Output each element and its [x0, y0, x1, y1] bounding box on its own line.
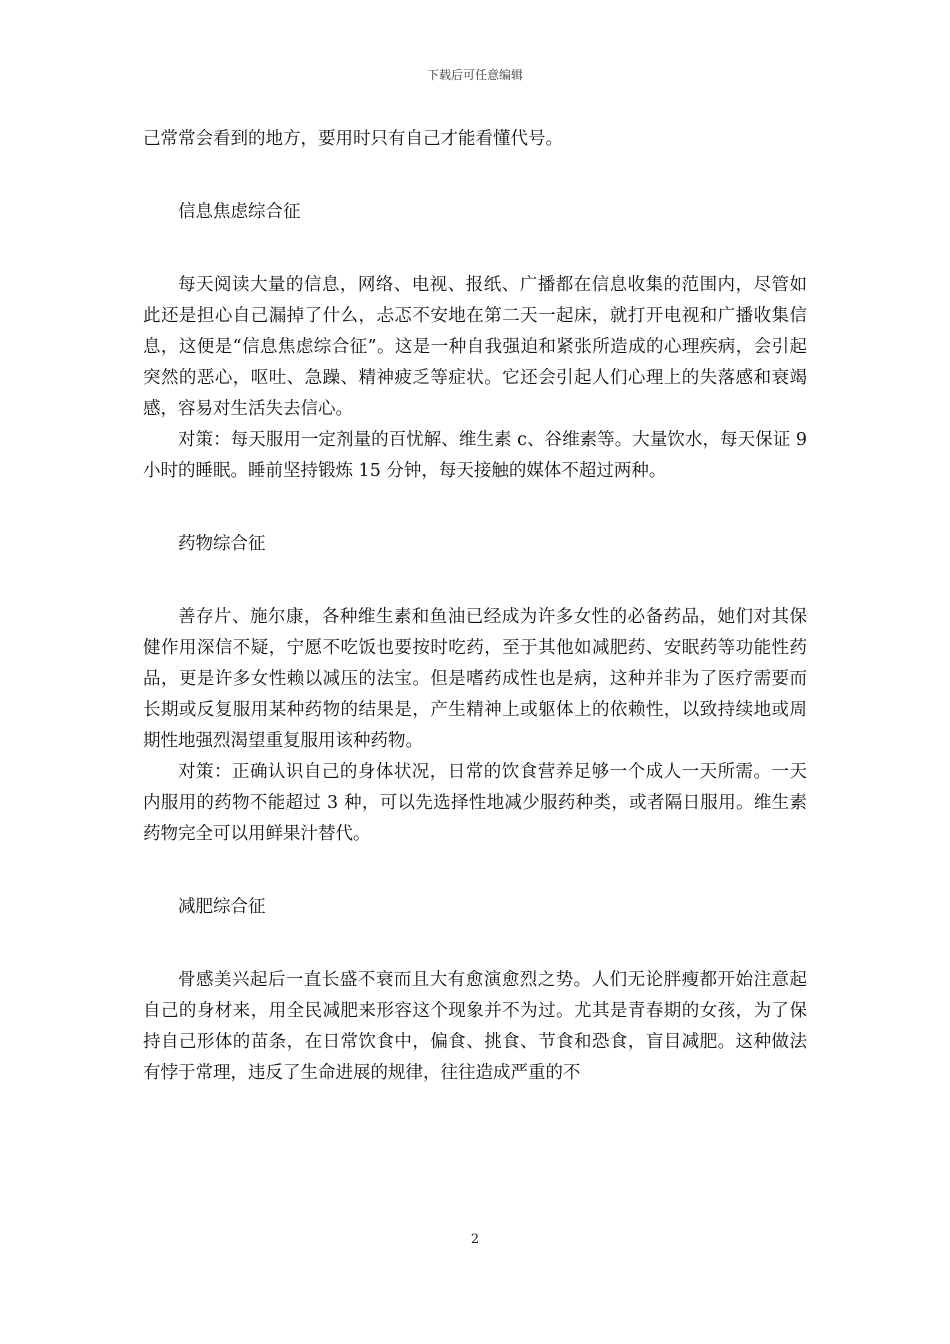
paragraph-continued: 己常常会看到的地方，要用时只有自己才能看懂代号。	[143, 129, 563, 149]
spacer	[143, 487, 807, 529]
paragraph-info-anxiety: 每天阅读大量的信息，网络、电视、报纸、广播都在信息收集的范围内，尽管如此还是担心自己漏掉了什么，忐忑不安地在第二天一起床，就打开电视和广播收集信息，这便是“信息焦虑综合征”。这是一种自我强迫和紧张所造成的心理疾病，会引起突然的恶心，呕吐、急躁、精神疲乏等症状。它还会引起人们心理上的失落感和衰竭感，容易对生活失去信心。	[143, 275, 807, 419]
paragraph-drug-countermeasure: 对策：正确认识自己的身体状况，日常的饮食营养足够一个成人一天所需。一天内服用的药物不能超过 3 种，可以先选择性地减少服药种类，或者隔日服用。维生素药物完全可以用鲜果汁替代。	[143, 762, 807, 844]
page-number: 2	[470, 1232, 480, 1247]
spacer	[143, 228, 807, 270]
document-body	[143, 124, 807, 1089]
paragraph-diet: 骨感美兴起后一直长盛不衰而且大有愈演愈烈之势。人们无论胖瘦都开始注意起自己的身材来，用全民减肥来形容这个现象并不为过。尤其是青春期的女孩，为了保持自己形体的苗条，在日常饮食中，偏食、挑食、节食和恐食，盲目减肥。这种做法有悖于常理，违反了生命进展的规律，往往造成严重的不	[143, 970, 807, 1083]
spacer	[143, 155, 807, 197]
spacer	[143, 560, 807, 602]
paragraph-drug: 善存片、施尔康，各种维生素和鱼油已经成为许多女性的必备药品，她们对其保健作用深信不疑，宁愿不吃饭也要按时吃药，至于其他如减肥药、安眠药等功能性药品，更是许多女性赖以减压的法宝。但是嗜药成性也是病，这种并非为了医疗需要而长期或反复服用某种药物的结果是，产生精神上或躯体上的依赖性，以致持续地或周期性地强烈渴望重复服用该种药物。	[143, 607, 807, 751]
spacer	[143, 850, 807, 892]
spacer	[143, 923, 807, 965]
paragraph-info-anxiety-countermeasure: 对策：每天服用一定剂量的百忧解、维生素 c、谷维素等。大量饮水，每天保证 9 小时的睡眠。睡前坚持锻炼 15 分钟，每天接触的媒体不超过两种。	[143, 430, 807, 481]
section-heading-info-anxiety: 信息焦虑综合征	[178, 202, 301, 222]
page-header: 下载后可任意编辑	[426, 68, 523, 82]
section-heading-drug: 药物综合征	[178, 534, 266, 554]
section-heading-diet: 减肥综合征	[178, 897, 266, 917]
